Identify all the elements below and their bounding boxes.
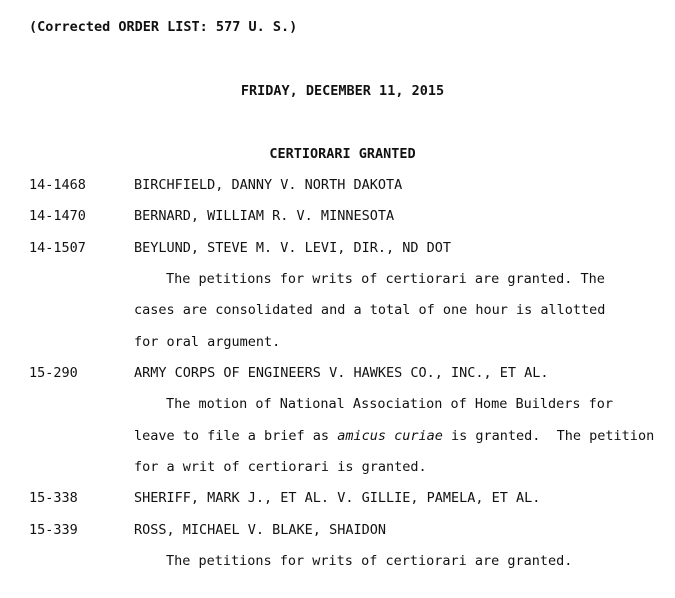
docket-number: 15-339 [29,522,78,538]
docket-number: 14-1507 [29,240,86,256]
case-caption: BIRCHFIELD, DANNY V. NORTH DAKOTA [134,177,403,193]
case-caption: BERNARD, WILLIAM R. V. MINNESOTA [134,208,395,224]
case-caption: ARMY CORPS OF ENGINEERS V. HAWKES CO., INC., ET AL. [134,365,549,381]
docket-number: 15-290 [29,365,78,381]
corrected-order-list-label: (Corrected ORDER LIST: 577 U. S.) [29,19,298,35]
section-title: CERTIORARI GRANTED [269,146,416,162]
order-text-line [134,428,654,444]
order-text-line: for a writ of certiorari is granted. [134,459,427,475]
docket-number: 15-338 [29,490,78,506]
order-date: FRIDAY, DECEMBER 11, 2015 [240,83,445,99]
case-caption: ROSS, MICHAEL V. BLAKE, SHAIDON [134,522,386,538]
order-text-line: The petitions for writs of certiorari are granted. [166,553,573,569]
order-text-line: cases are consolidated and a total of one hour is allotted [134,302,606,318]
order-text-line: for oral argument. [134,334,281,350]
order-text-line: The motion of National Association of Home Builders for [166,396,614,412]
case-caption: SHERIFF, MARK J., ET AL. V. GILLIE, PAMELA, ET AL. [134,490,541,506]
case-caption: BEYLUND, STEVE M. V. LEVI, DIR., ND DOT [134,240,451,256]
order-text-segment: leave to file a brief as [134,428,338,444]
docket-number: 14-1468 [29,177,86,193]
amicus-curiae-term: amicus curiae [337,428,443,444]
order-text-segment: is granted. The petition [442,428,655,444]
docket-number: 14-1470 [29,208,86,224]
order-text-line: The petitions for writs of certiorari are granted. The [166,271,605,287]
